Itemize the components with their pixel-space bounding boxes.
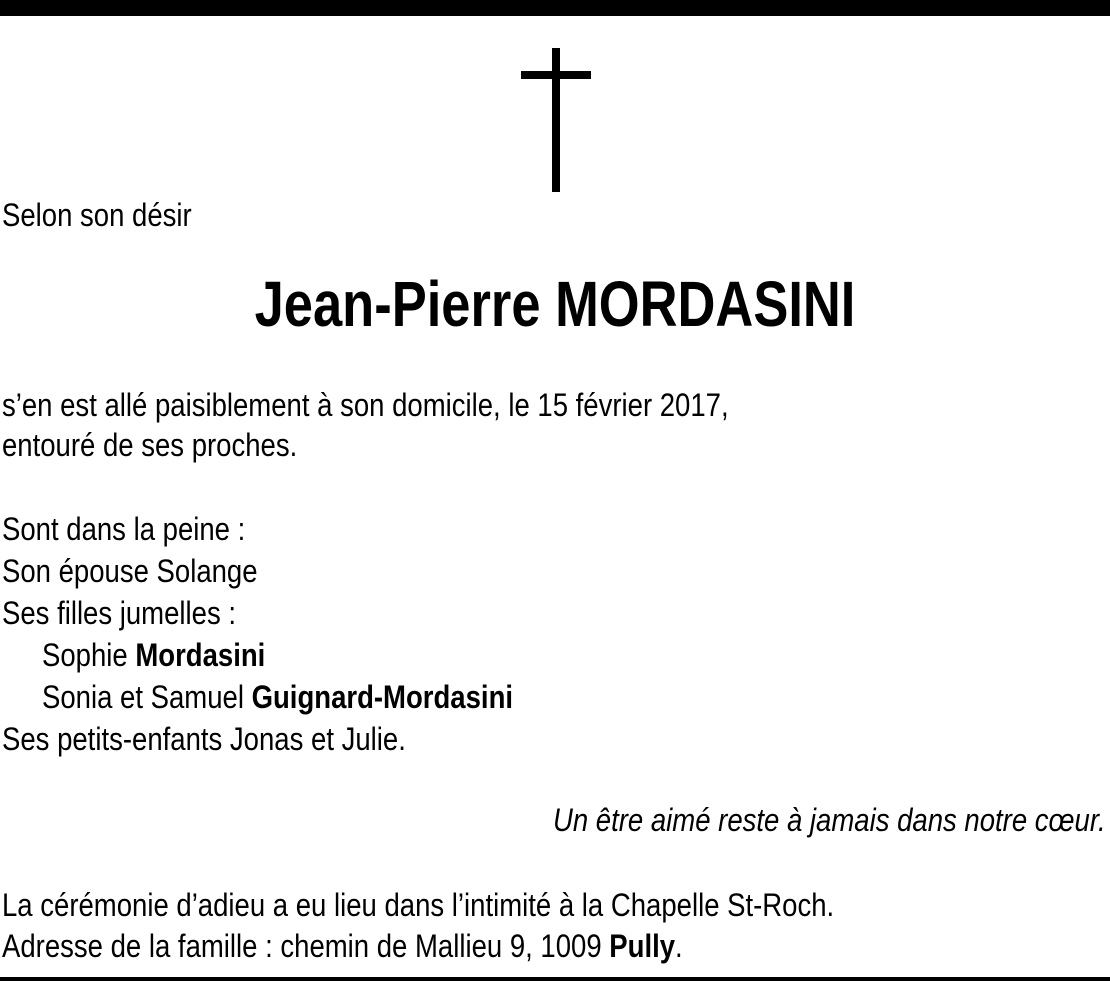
ceremony-line: La cérémonie d’adieu a eu lieu dans l’intimité à la Chapelle St-Roch. — [2, 887, 835, 923]
bottom-border-rule — [0, 977, 1110, 981]
address-suffix: . — [675, 928, 683, 964]
daughter-1-surname: Mordasini — [135, 637, 266, 673]
address-prefix: Adresse de la famille : chemin de Mallieu 9, 1009 — [2, 928, 610, 964]
daughter-2-line — [42, 677, 513, 717]
address-city: Pully — [609, 928, 676, 964]
top-border-rule — [0, 0, 1110, 16]
intro-text: Selon son désir — [2, 197, 192, 233]
daughters-heading: Ses filles jumelles : — [2, 595, 237, 631]
mourners-heading: Sont dans la peine : — [2, 511, 246, 547]
spouse-line: Son épouse Solange — [2, 553, 258, 589]
memorial-quote: Un être aimé reste à jamais dans notre cœur. — [553, 802, 1106, 838]
announcement-line-2: entouré de ses proches. — [2, 427, 298, 463]
daughter-1-first-name: Sophie — [42, 637, 136, 673]
grandchildren-line: Ses petits-enfants Jonas et Julie. — [2, 721, 406, 757]
cross-icon — [521, 48, 591, 192]
address-line — [2, 926, 683, 966]
deceased-name: Jean-Pierre MORDASINI — [254, 268, 856, 340]
daughter-2-first-names: Sonia et Samuel — [42, 679, 252, 715]
daughter-2-surname: Guignard-Mordasini — [251, 679, 514, 715]
announcement-line-1: s’en est allé paisiblement à son domicile, le 15 février 2017, — [2, 387, 729, 423]
daughter-1-line — [42, 635, 265, 675]
